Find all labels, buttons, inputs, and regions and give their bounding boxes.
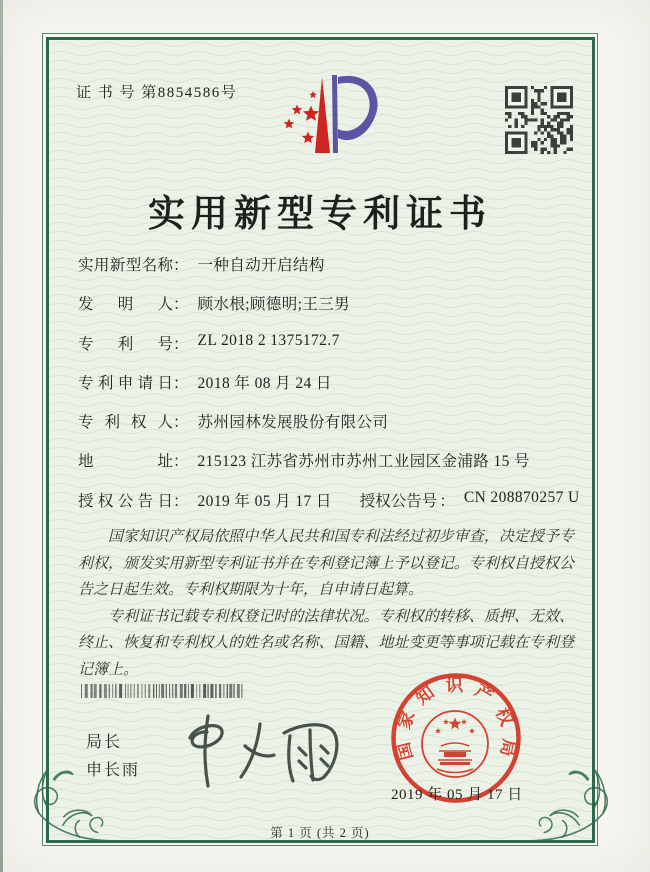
field-label: 实用新型名称 xyxy=(78,257,173,274)
seal-ring-text: 国家知识产权局 xyxy=(392,674,520,763)
grant-announcement-number xyxy=(360,489,580,511)
field-colon: ： xyxy=(173,296,189,314)
seal-date: 2019 年 05 月 17 日 xyxy=(391,787,523,803)
signatory-title: 局长 xyxy=(86,734,123,751)
body-paragraph-1: 国家知识产权局依照中华人民共和国专利法经过初步审查，决定授予专利权，颁发实用新型专利证书并在专利登记簿上予以登记。专利权自授权公告之日起生效。专利权期限为十年，自申请日起算。 xyxy=(78,529,574,599)
qr-code-icon xyxy=(505,86,573,154)
field-row-address xyxy=(78,449,583,488)
field-colon: ： xyxy=(173,414,189,432)
field-colon: ： xyxy=(173,453,189,471)
field-value: ZL 2018 2 1375172.7 xyxy=(197,331,340,349)
field-colon: ： xyxy=(173,492,189,510)
field-label: 专利权人 xyxy=(78,414,173,432)
field-value: CN 208870257 U xyxy=(463,488,580,506)
cnipa-logo-icon xyxy=(266,71,401,171)
barcode-icon xyxy=(80,684,246,698)
field-label: 授权公告号 xyxy=(359,492,438,510)
field-row-inventors xyxy=(78,292,583,331)
certificate-number: 证 书 号 第8854586号 xyxy=(76,85,238,101)
photo-left-edge xyxy=(0,0,3,872)
legal-body-text xyxy=(78,524,574,684)
field-label: 专利号 xyxy=(78,335,173,353)
field-value: 苏州园林发展股份有限公司 xyxy=(197,414,389,432)
certificate-title: 实用新型专利证书 xyxy=(148,194,492,235)
page-footer: 第 1 页 (共 2 页) xyxy=(270,826,370,840)
signatory-name: 申长雨 xyxy=(86,762,141,779)
certificate-fields xyxy=(78,253,583,528)
field-colon: ： xyxy=(173,257,189,274)
field-value: 一种自动开启结构 xyxy=(197,257,325,274)
field-value: 顾水根;顾德明;王三男 xyxy=(197,296,351,314)
handwritten-signature-icon xyxy=(172,706,352,796)
field-label: 发明人 xyxy=(78,296,173,314)
field-value: 2018 年 08 月 24 日 xyxy=(197,374,332,392)
national-emblem-icon xyxy=(422,711,488,777)
field-row-grant xyxy=(78,489,583,528)
body-paragraph-2: 专利证书记载专利权登记时的法律状况。专利权的转移、质押、无效、终止、恢复和专利权人的姓名或名称、国籍、地址变更等事项记载在专利登记簿上。 xyxy=(78,608,574,678)
svg-text:国家知识产权局 xyxy=(393,675,520,762)
field-value: 215123 江苏省苏州市苏州工业园区金浦路 15 号 xyxy=(197,453,530,471)
field-row-name xyxy=(78,253,583,292)
field-colon: ： xyxy=(173,335,189,353)
field-row-filing-date xyxy=(78,371,583,410)
field-colon: ： xyxy=(173,374,189,392)
field-row-patent-no xyxy=(78,332,583,371)
field-label: 地址 xyxy=(78,453,173,471)
field-label: 专利申请日 xyxy=(78,374,173,392)
field-label: 授权公告日 xyxy=(78,492,173,510)
field-row-patentee xyxy=(78,410,583,449)
field-colon: ： xyxy=(439,492,455,510)
field-value: 2019 年 05 月 17 日 xyxy=(197,492,332,510)
